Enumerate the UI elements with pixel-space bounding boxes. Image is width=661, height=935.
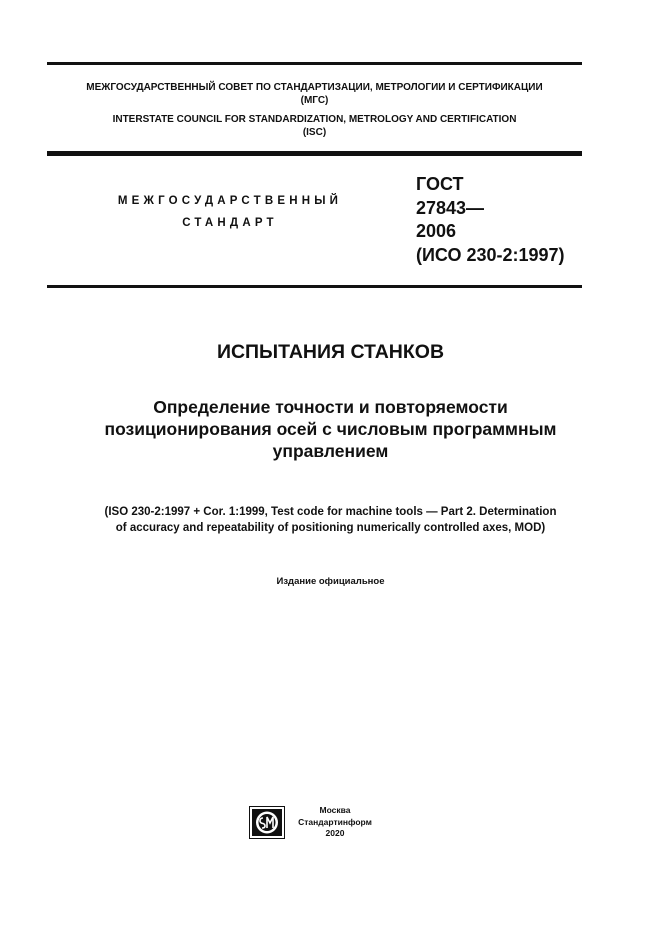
publisher-name: Стандартинформ xyxy=(298,816,372,827)
publisher-city: Москва xyxy=(319,805,351,815)
gost-designation xyxy=(416,173,565,267)
gost-line1: ГОСТ xyxy=(416,174,464,194)
council-en xyxy=(47,113,582,139)
gost-line2: 27843— xyxy=(416,197,485,218)
council-en-line1: INTERSTATE COUNCIL FOR STANDARDIZATION, METROLOGY AND CERTIFICATION xyxy=(112,114,517,125)
council-ru xyxy=(47,81,582,107)
iso-ref-line1: (ISO 230-2:1997 + Cor. 1:1999, Test code for machine tools — Part 2. Determination xyxy=(104,506,557,518)
council-ru-line2: (МГС) xyxy=(300,95,329,106)
designation-rule xyxy=(47,285,582,288)
top-rule xyxy=(47,62,582,65)
iso-reference xyxy=(0,504,661,536)
official-edition: Издание официальное xyxy=(276,576,385,587)
council-ru-line1: МЕЖГОСУДАРСТВЕННЫЙ СОВЕТ ПО СТАНДАРТИЗАЦИИ, МЕТРОЛОГИИ И СЕРТИФИКАЦИИ xyxy=(86,82,543,93)
iso-ref-line2: of accuracy and repeatability of positioning numerically controlled axes, MOD) xyxy=(115,522,546,534)
standartinform-logo-icon xyxy=(249,806,285,839)
subtitle-line3: управлением xyxy=(272,441,389,461)
subtitle-line2: позиционирования осей с числовым программным xyxy=(104,419,557,439)
standard-label-line1: МЕЖГОСУДАРСТВЕННЫЙ xyxy=(117,195,343,207)
document-title: ИСПЫТАНИЯ СТАНКОВ xyxy=(216,341,445,363)
council-en-line2: (ISC) xyxy=(302,127,327,138)
standard-type-label xyxy=(80,190,380,234)
document-subtitle xyxy=(0,396,661,462)
gost-line4: (ИСО 230-2:1997) xyxy=(416,244,565,265)
gost-line3: 2006 xyxy=(416,221,457,241)
council-rule xyxy=(47,151,582,156)
standard-label-line2: СТАНДАРТ xyxy=(182,217,278,229)
publisher-year: 2020 xyxy=(325,828,345,838)
subtitle-line1: Определение точности и повторяемости xyxy=(153,397,508,417)
publisher-info xyxy=(297,805,373,840)
